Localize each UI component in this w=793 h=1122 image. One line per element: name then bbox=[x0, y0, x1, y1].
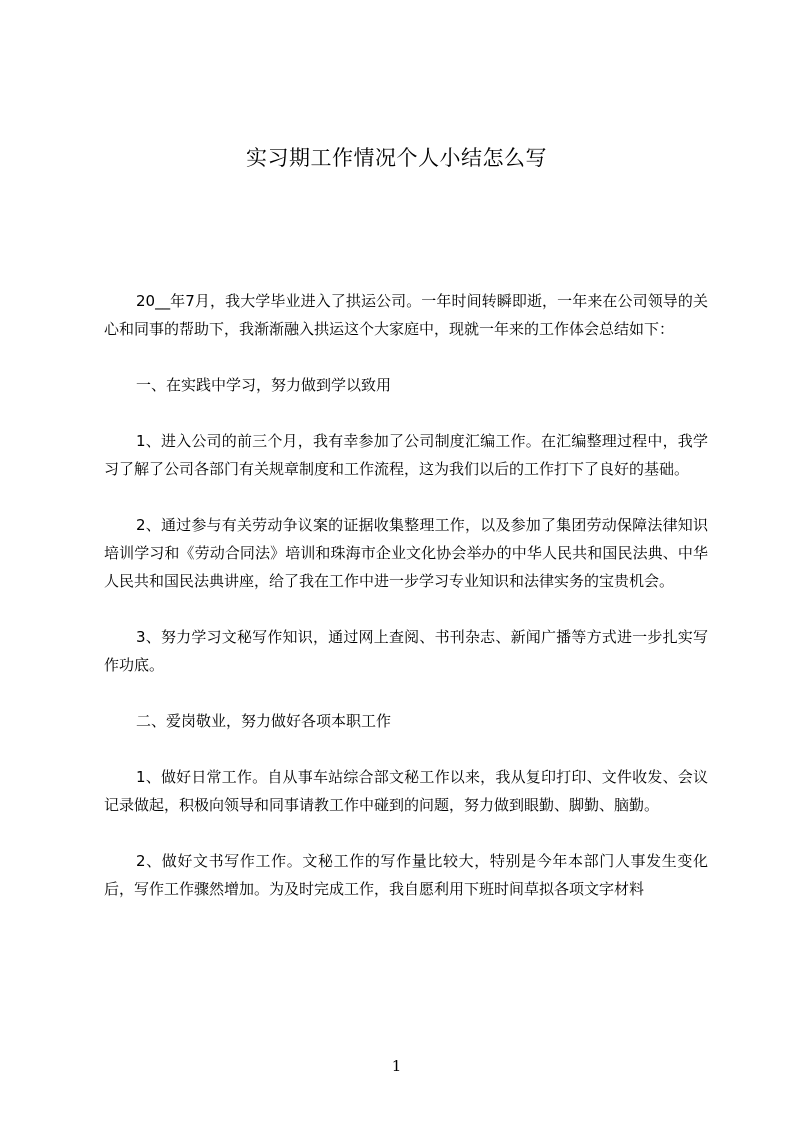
paragraph-2-2: 2、做好文书写作工作。文秘工作的写作量比较大，特别是今年本部门人事发生变化后，写作工作骤然增加。为及时完成工作，我自愿利用下班时间草拟各项文字材料 bbox=[104, 852, 708, 898]
paragraph-intro: 20__年7月，我大学毕业进入了拱运公司。一年时间转瞬即逝，一年来在公司领导的关心和同事的帮助下，我渐渐融入拱运这个大家庭中，现就一年来的工作体会总结如下： bbox=[104, 292, 708, 338]
document-title: 实习期工作情况个人小结怎么写 bbox=[246, 146, 547, 170]
paragraph-2-1: 1、做好日常工作。自从事车站综合部文秘工作以来，我从复印打印、文件收发、会议记录做起，积极向领导和同事请教工作中碰到的问题，努力做到眼勤、脚勤、脑勤。 bbox=[104, 768, 708, 814]
paragraph-1-1: 1、进入公司的前三个月，我有幸参加了公司制度汇编工作。在汇编整理过程中，我学习了解了公司各部门有关规章制度和工作流程，这为我们以后的工作打下了良好的基础。 bbox=[104, 432, 708, 478]
paragraph-1-2: 2、通过参与有关劳动争议案的证据收集整理工作，以及参加了集团劳动保障法律知识培训学习和《劳动合同法》培训和珠海市企业文化协会举办的中华人民共和国民法典、中华人民共和国民法典讲座，给了我在工作中进一步学习专业知识和法律实务的宝贵机会。 bbox=[104, 516, 708, 590]
page-number: 1 bbox=[391, 1057, 402, 1075]
section-heading-1: 一、在实践中学习，努力做到学以致用 bbox=[136, 376, 392, 394]
document-body bbox=[104, 287, 708, 931]
paragraph-1-3: 3、努力学习文秘写作知识，通过网上查阅、书刊杂志、新闻广播等方式进一步扎实写作功底。 bbox=[104, 628, 708, 674]
section-heading-2: 二、爱岗敬业，努力做好各项本职工作 bbox=[136, 712, 392, 730]
